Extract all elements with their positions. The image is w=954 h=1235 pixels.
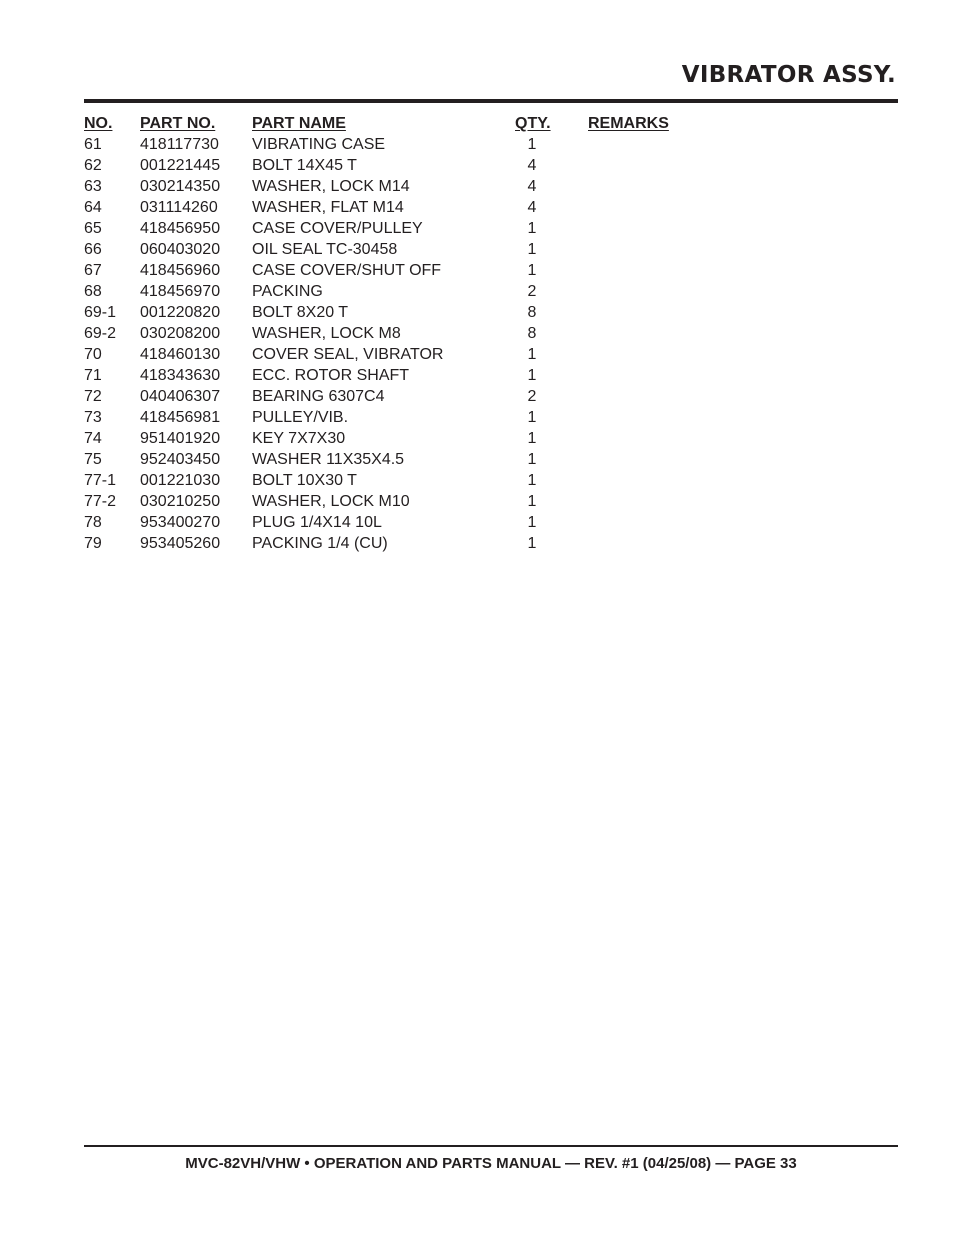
cell-qty: 1 <box>527 262 537 279</box>
table-row <box>84 134 784 155</box>
cell-part-no: 030208200 <box>140 325 221 342</box>
cell-no: 68 <box>84 283 102 300</box>
cell-part-name: ECC. ROTOR SHAFT <box>252 367 410 384</box>
cell-part-name: PACKING <box>252 283 323 300</box>
cell-part-no: 418456950 <box>140 220 221 237</box>
cell-part-no: 418343630 <box>140 367 221 384</box>
cell-part-no: 040406307 <box>140 388 221 405</box>
cell-qty: 1 <box>527 451 537 468</box>
table-row <box>84 386 784 407</box>
table-row <box>84 176 784 197</box>
table-row <box>84 344 784 365</box>
cell-no: 77-1 <box>84 472 117 489</box>
table-row <box>84 155 784 176</box>
cell-part-no: 001220820 <box>140 304 221 321</box>
table-row <box>84 407 784 428</box>
table-row <box>84 218 784 239</box>
cell-part-name: CASE COVER/SHUT OFF <box>252 262 442 279</box>
cell-qty: 1 <box>527 346 537 363</box>
cell-qty: 1 <box>527 430 537 447</box>
cell-qty: 1 <box>527 535 537 552</box>
cell-part-name: BOLT 10X30 T <box>252 472 357 489</box>
cell-part-name: WASHER, LOCK M8 <box>252 325 401 342</box>
cell-qty: 2 <box>527 388 537 405</box>
column-header-part-name: PART NAME <box>252 115 346 132</box>
cell-part-no: 953400270 <box>140 514 221 531</box>
cell-part-name: BOLT 8X20 T <box>252 304 349 321</box>
cell-qty: 1 <box>527 220 537 237</box>
cell-qty: 2 <box>527 283 537 300</box>
table-row <box>84 491 784 512</box>
table-row <box>84 533 784 554</box>
table-row <box>84 281 784 302</box>
cell-part-name: WASHER, LOCK M14 <box>252 178 410 195</box>
cell-part-name: PACKING 1/4 (CU) <box>252 535 388 552</box>
cell-part-name: PULLEY/VIB. <box>252 409 349 426</box>
cell-no: 77-2 <box>84 493 117 510</box>
cell-part-name: BOLT 14X45 T <box>252 157 357 174</box>
cell-no: 79 <box>84 535 102 552</box>
cell-part-name: CASE COVER/PULLEY <box>252 220 423 237</box>
cell-no: 72 <box>84 388 102 405</box>
table-row <box>84 260 784 281</box>
cell-no: 78 <box>84 514 102 531</box>
cell-part-name: WASHER, FLAT M14 <box>252 199 404 216</box>
table-row <box>84 323 784 344</box>
cell-no: 69-1 <box>84 304 117 321</box>
cell-qty: 1 <box>527 493 537 510</box>
cell-part-no: 060403020 <box>140 241 221 258</box>
cell-qty: 8 <box>527 325 537 342</box>
cell-no: 73 <box>84 409 102 426</box>
cell-part-name: COVER SEAL, VIBRATOR <box>252 346 444 363</box>
cell-part-name: KEY 7X7X30 <box>252 430 346 447</box>
cell-qty: 1 <box>527 472 537 489</box>
column-header-no: NO. <box>84 115 113 132</box>
cell-part-no: 418456981 <box>140 409 221 426</box>
table-row <box>84 470 784 491</box>
cell-part-name: VIBRATING CASE <box>252 136 386 153</box>
page-title: VIBRATOR ASSY. <box>681 62 896 88</box>
cell-no: 63 <box>84 178 102 195</box>
table-row <box>84 512 784 533</box>
table-body <box>84 134 784 554</box>
cell-qty: 4 <box>527 157 537 174</box>
cell-qty: 1 <box>527 514 537 531</box>
table-row <box>84 197 784 218</box>
cell-no: 61 <box>84 136 102 153</box>
table-row <box>84 302 784 323</box>
cell-no: 62 <box>84 157 102 174</box>
cell-no: 64 <box>84 199 102 216</box>
cell-part-no: 030210250 <box>140 493 221 510</box>
cell-qty: 1 <box>527 241 537 258</box>
cell-qty: 4 <box>527 199 537 216</box>
table-row <box>84 239 784 260</box>
cell-no: 74 <box>84 430 102 447</box>
cell-part-no: 418456970 <box>140 283 221 300</box>
cell-part-no: 001221445 <box>140 157 221 174</box>
cell-part-name: WASHER 11X35X4.5 <box>252 451 405 468</box>
cell-part-name: BEARING 6307C4 <box>252 388 385 405</box>
cell-qty: 1 <box>527 409 537 426</box>
cell-no: 69-2 <box>84 325 117 342</box>
table-row <box>84 365 784 386</box>
cell-qty: 4 <box>527 178 537 195</box>
page-footer: MVC-82VH/VHW • OPERATION AND PARTS MANUAL — REV. #1 (04/25/08) — PAGE 33 <box>185 1155 797 1172</box>
cell-part-no: 953405260 <box>140 535 221 552</box>
cell-no: 66 <box>84 241 102 258</box>
cell-part-name: PLUG 1/4X14 10L <box>252 514 382 531</box>
parts-table <box>84 113 784 554</box>
column-header-part-no: PART NO. <box>140 115 216 132</box>
cell-no: 65 <box>84 220 102 237</box>
cell-no: 75 <box>84 451 102 468</box>
footer-divider <box>84 1145 898 1147</box>
cell-part-no: 418456960 <box>140 262 221 279</box>
cell-part-no: 030214350 <box>140 178 221 195</box>
cell-part-name: OIL SEAL TC-30458 <box>252 241 398 258</box>
table-row <box>84 449 784 470</box>
cell-part-no: 952403450 <box>140 451 221 468</box>
cell-no: 70 <box>84 346 102 363</box>
cell-part-no: 418460130 <box>140 346 221 363</box>
table-header-row <box>84 113 784 134</box>
cell-part-no: 001221030 <box>140 472 221 489</box>
cell-part-no: 418117730 <box>140 136 219 153</box>
cell-part-no: 031114260 <box>140 199 218 216</box>
column-header-qty: QTY. <box>515 115 551 132</box>
cell-part-name: WASHER, LOCK M10 <box>252 493 410 510</box>
cell-no: 71 <box>84 367 102 384</box>
table-row <box>84 428 784 449</box>
cell-no: 67 <box>84 262 102 279</box>
cell-qty: 1 <box>527 136 537 153</box>
cell-part-no: 951401920 <box>140 430 221 447</box>
cell-qty: 1 <box>527 367 537 384</box>
column-header-remarks: REMARKS <box>588 115 669 132</box>
cell-qty: 8 <box>527 304 537 321</box>
header-divider <box>84 99 898 103</box>
